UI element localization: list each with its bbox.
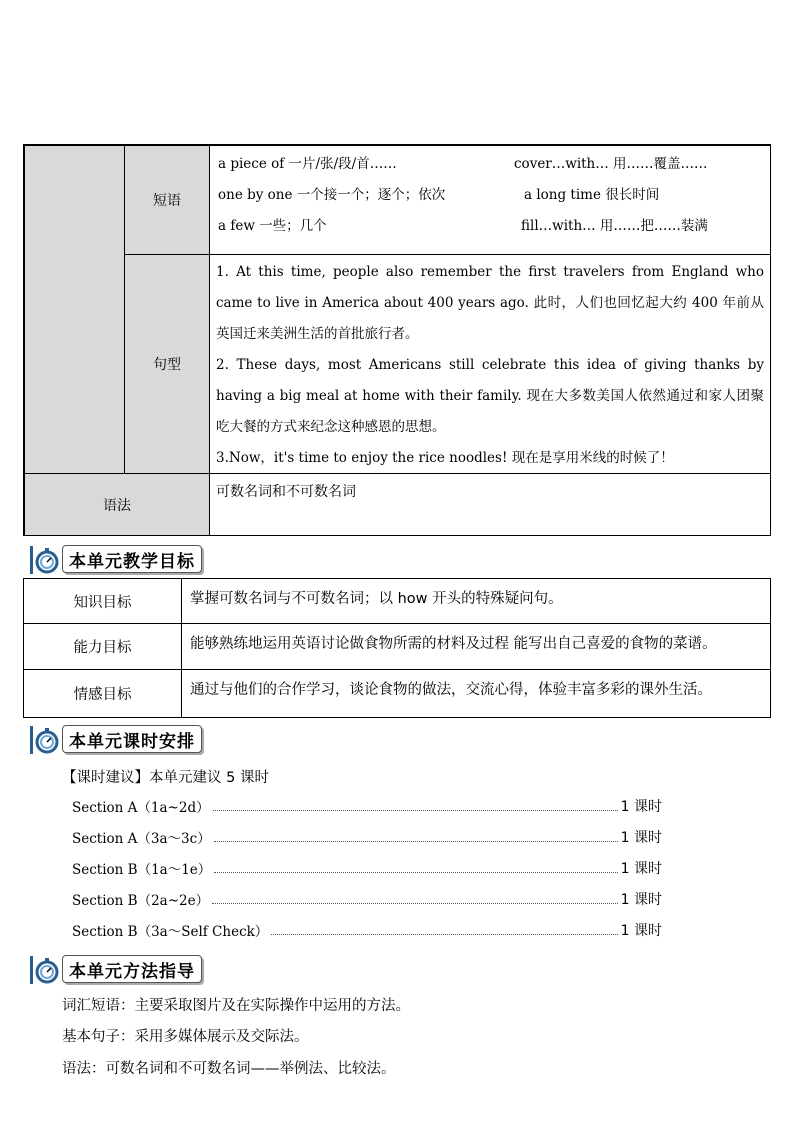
phrases-label: 短语	[124, 145, 210, 255]
schedule-item-hours: 1 课时	[620, 923, 662, 939]
leader-dots	[214, 871, 617, 873]
objective-label: 情感目标	[24, 670, 182, 717]
stopwatch-icon	[28, 544, 62, 574]
objectives-header	[28, 543, 202, 575]
objective-row	[24, 579, 770, 624]
sentence-item: 1. At this time, people also remember the first travelers from England who came to live in America about 400 years ago. 此时，人们也回忆起大约 400 年前从英国迁来美洲生活的首批旅行者。	[216, 264, 764, 342]
schedule-suggestion: 【课时建议】本单元建议 5 课时	[62, 770, 269, 786]
sentence-item: 3.Now，it's time to enjoy the rice noodles! 现在是享用米线的时候了！	[216, 450, 674, 466]
objective-value: 能够熟练地运用英语讨论做食物所需的材料及过程 能写出自己喜爱的食物的菜谱。	[190, 636, 717, 652]
schedule-item-hours: 1 课时	[620, 799, 662, 815]
section-title: 本单元方法指导	[62, 955, 202, 983]
section-title: 本单元教学目标	[62, 545, 202, 573]
stopwatch-icon	[28, 954, 62, 984]
sentences-label: 句型	[124, 254, 210, 474]
phrase-item: a few 一些；几个	[218, 218, 327, 234]
phrase-item: fill…with… 用……把……装满	[521, 218, 708, 234]
phrase-item: cover…with… 用……覆盖……	[514, 156, 708, 172]
merged-left-cell	[24, 145, 125, 474]
objective-label: 能力目标	[24, 624, 182, 669]
grammar-text: 可数名词和不可数名词	[216, 484, 356, 500]
method-line: 基本句子：采用多媒体展示及交际法。	[62, 1029, 309, 1045]
methods-header	[28, 953, 202, 985]
leader-dots	[212, 902, 618, 904]
phrases-cell	[209, 145, 771, 255]
schedule-item-hours: 1 课时	[620, 830, 662, 846]
schedule-header	[28, 723, 202, 755]
schedule-item	[72, 889, 662, 909]
phrase-item: a piece of 一片/张/段/首……	[218, 156, 397, 172]
schedule-item-name: Section B（3a～Self Check）	[72, 924, 269, 940]
schedule-item-hours: 1 课时	[620, 892, 662, 908]
grammar-label: 语法	[24, 473, 210, 536]
phrase-item: one by one 一个接一个；逐个；依次	[218, 187, 446, 203]
section-title: 本单元课时安排	[62, 725, 202, 753]
objective-row	[24, 670, 770, 717]
schedule-item-name: Section B（1a～1e）	[72, 862, 212, 878]
vocab-table	[23, 144, 771, 536]
leader-dots	[214, 840, 618, 842]
schedule-item	[72, 827, 662, 847]
leader-dots	[213, 809, 618, 811]
stopwatch-icon	[28, 724, 62, 754]
leader-dots	[271, 933, 617, 935]
objective-label: 知识目标	[24, 579, 182, 623]
schedule-item	[72, 920, 662, 940]
schedule-item-name: Section B（2a~2e）	[72, 893, 210, 909]
schedule-item-name: Section A（1a~2d）	[72, 800, 210, 816]
method-line: 语法：可数名词和不可数名词——举例法、比较法。	[62, 1061, 396, 1077]
objective-value: 掌握可数名词与不可数名词；以 how 开头的特殊疑问句。	[190, 591, 563, 607]
schedule-item-name: Section A（3a～3c）	[72, 831, 211, 847]
objective-value: 通过与他们的合作学习，谈论食物的做法，交流心得，体验丰富多彩的课外生活。	[190, 682, 712, 698]
phrase-item: a long time 很长时间	[524, 187, 660, 203]
sentence-item: 2. These days, most Americans still celebrate this idea of giving thanks by having a big meal at home with their family. 现在大多数美国人依然通过和家人团聚吃大餐的方式来纪念这种感恩的思想。	[216, 357, 764, 435]
objective-row	[24, 624, 770, 670]
sentence-list	[216, 257, 764, 474]
schedule-item	[72, 858, 662, 878]
objectives-table	[23, 578, 771, 718]
method-line: 词汇短语：主要采取图片及在实际操作中运用的方法。	[62, 998, 410, 1014]
schedule-item-hours: 1 课时	[620, 861, 662, 877]
schedule-item	[72, 796, 662, 816]
